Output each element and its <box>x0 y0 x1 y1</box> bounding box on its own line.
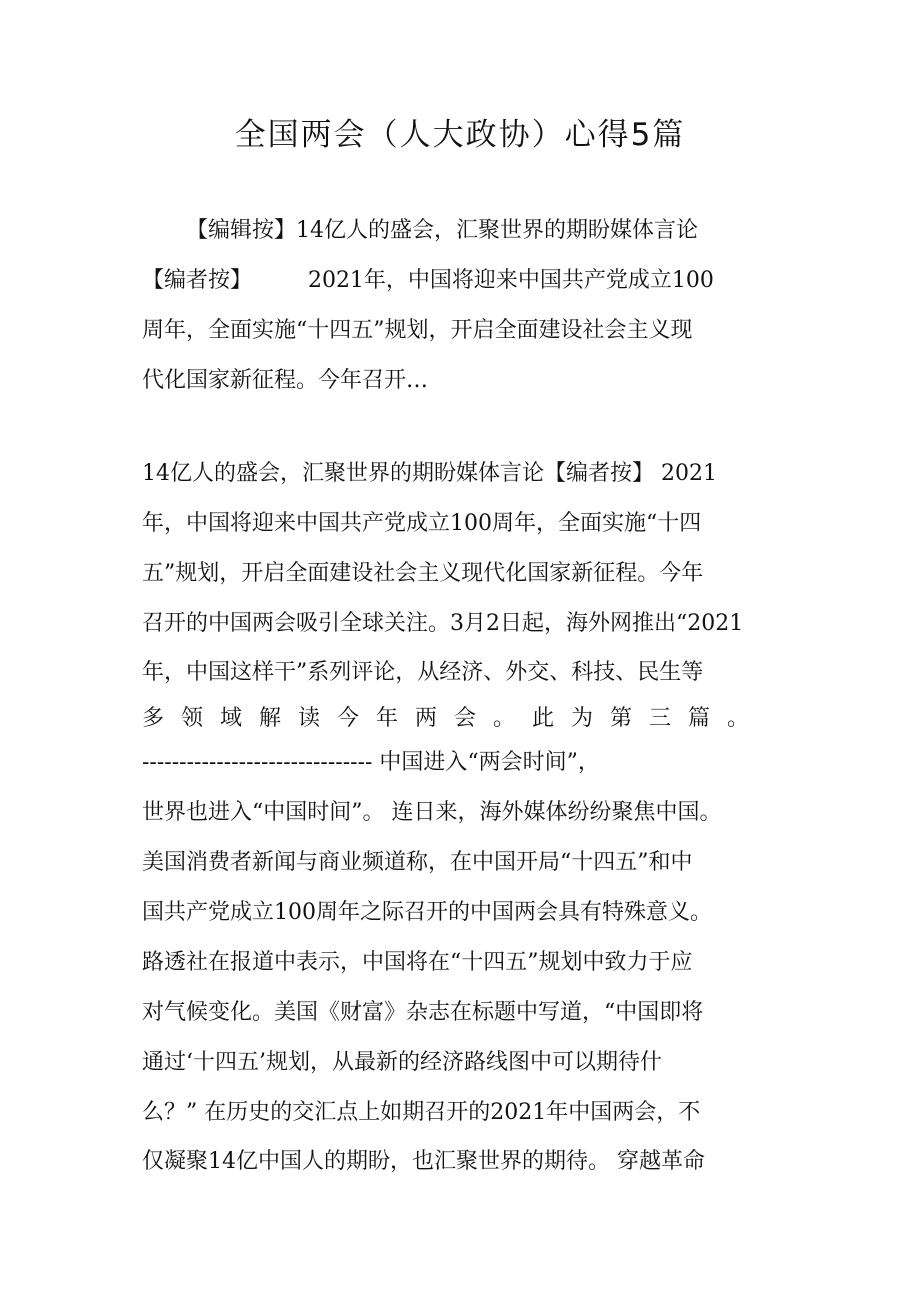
summary-line: 【编者按】 2021年，中国将迎来中国共产党成立100 <box>142 268 714 293</box>
body-line: 仅凝聚14亿中国人的期盼，也汇聚世界的期待。 穿越革命 <box>142 1149 705 1174</box>
body-line: 国共产党成立100周年之际召开的中国两会具有特殊意义。 <box>142 900 712 925</box>
body-line: 年，中国将迎来中国共产党成立100周年，全面实施“十四 <box>142 511 702 536</box>
body-line: 对气候变化。美国《财富》杂志在标题中写道，“中国即将 <box>142 1000 704 1025</box>
summary-line: 【编辑按】14亿人的盛会，汇聚世界的期盼媒体言论 <box>186 218 698 243</box>
body-line: 召开的中国两会吸引全球关注。3月2日起，海外网推出“2021 <box>142 611 744 636</box>
summary-line: 周年，全面实施“十四五”规划，开启全面建设社会主义现 <box>142 318 693 343</box>
body-line: 14亿人的盛会，汇聚世界的期盼媒体言论【编者按】 2021 <box>142 461 717 486</box>
document-title: 全国两会（人大政协）心得5篇 <box>234 117 686 153</box>
body-line: 通过‘十四五’规划，从最新的经济路线图中可以期待什 <box>142 1050 662 1075</box>
body-line: 世界也进入“中国时间”。 连日来，海外媒体纷纷聚焦中国。 <box>142 800 722 825</box>
body-line: 么？” 在历史的交汇点上如期召开的2021年中国两会，不 <box>142 1100 701 1125</box>
body-line: 路透社在报道中表示，中国将在“十四五”规划中致力于应 <box>142 950 693 975</box>
body-line: 美国消费者新闻与商业频道称，在中国开局“十四五”和中 <box>142 850 693 875</box>
body-line: 年，中国这样干”系列评论，从经济、外交、科技、民生等 <box>142 660 704 685</box>
body-line: ------------------------------- 中国进入“两会时间”， <box>142 750 600 775</box>
summary-line: 代化国家新征程。今年召开… <box>142 368 429 393</box>
body-line: 多领域解读今年两会。此为第三篇。 <box>142 706 767 731</box>
body-line: 五”规划，开启全面建设社会主义现代化国家新征程。今年 <box>142 561 704 586</box>
